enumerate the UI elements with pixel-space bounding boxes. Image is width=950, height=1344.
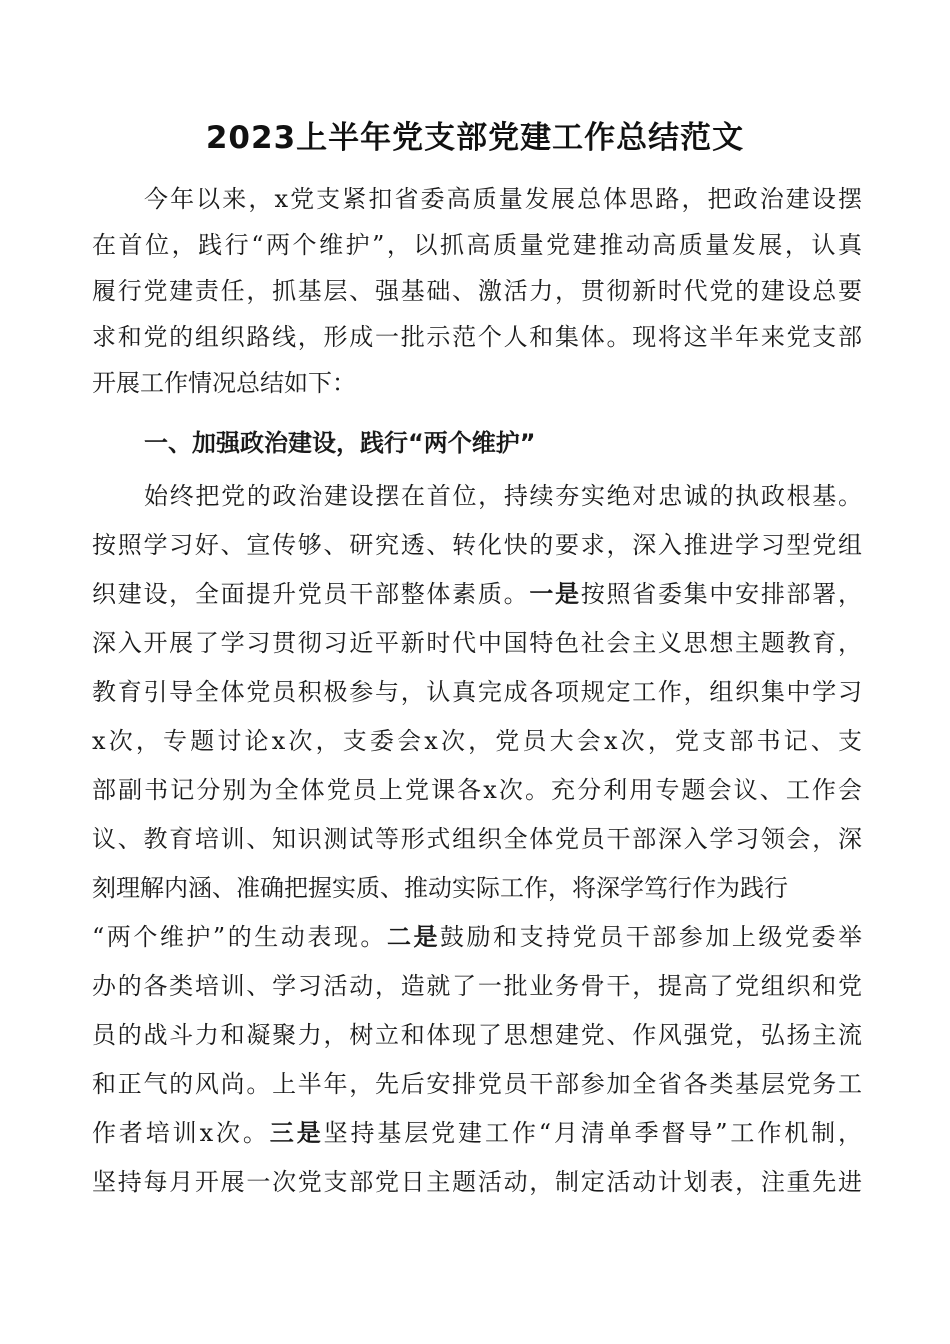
body-text: 鼓励和支持党员干部参加上级党委举 [440, 923, 862, 951]
section-heading: 一、加强政治建设，践行“两个维护” [144, 429, 536, 457]
body-line: 按照学习好、宣传够、研究透、转化快的要求，深入推进学习型党组 [92, 531, 862, 559]
body-line: x次，专题讨论x次，支委会x次，党员大会x次，党支部书记、支 [92, 727, 862, 755]
body-text: “两个维护”的生动表现。 [92, 923, 387, 951]
body-line: 坚持每月开展一次党支部党日主题活动，制定活动计划表，注重先进 [92, 1168, 862, 1196]
body-line: 刻理解内涵、准确把握实质、推动实际工作，将深学笃行作为践行 [92, 874, 788, 902]
body-line [92, 1110, 862, 1156]
point-marker-2: 二是 [386, 923, 441, 951]
body-line: 办的各类培训、学习活动，造就了一批业务骨干，提高了党组织和党 [92, 972, 862, 1000]
point-marker-1: 一是 [529, 580, 581, 608]
document-title: 2023上半年党支部党建工作总结范文 [205, 120, 745, 156]
body-text: 坚持基层党建工作“月清单季督导”工作机制， [323, 1119, 862, 1147]
intro-line: 求和党的组织路线，形成一批示范个人和集体。现将这半年来党支部 [92, 323, 862, 351]
intro-line: 今年以来，x党支紧扣省委高质量发展总体思路，把政治建设摆 [144, 185, 862, 213]
body-text: 织建设，全面提升党员干部整体素质。 [92, 580, 530, 608]
body-line: 始终把党的政治建设摆在首位，持续夯实绝对忠诚的执政根基。 [144, 482, 862, 510]
body-line [92, 571, 862, 617]
intro-line: 在首位，践行“两个维护”，以抓高质量党建推动高质量发展，认真 [92, 231, 862, 259]
body-line: 深入开展了学习贯彻习近平新时代中国特色社会主义思想主题教育， [92, 629, 862, 657]
body-line: 教育引导全体党员积极参与，认真完成各项规定工作，组织集中学习 [92, 678, 862, 706]
body-line [92, 914, 862, 960]
body-text: 按照省委集中安排部署， [580, 580, 862, 608]
body-line: 和正气的风尚。上半年，先后安排党员干部参加全省各类基层党务工 [92, 1070, 862, 1098]
body-text: 作者培训x次。 [92, 1119, 270, 1147]
body-line: 部副书记分别为全体党员上党课各x次。充分利用专题会议、工作会 [92, 776, 862, 804]
intro-line: 开展工作情况总结如下： [92, 369, 356, 397]
body-line: 员的战斗力和凝聚力，树立和体现了思想建党、作风强党，弘扬主流 [92, 1021, 862, 1049]
body-line: 议、教育培训、知识测试等形式组织全体党员干部深入学习领会，深 [92, 825, 862, 853]
intro-line: 履行党建责任，抓基层、强基础、激活力，贯彻新时代党的建设总要 [92, 277, 862, 305]
point-marker-3: 三是 [269, 1119, 324, 1147]
